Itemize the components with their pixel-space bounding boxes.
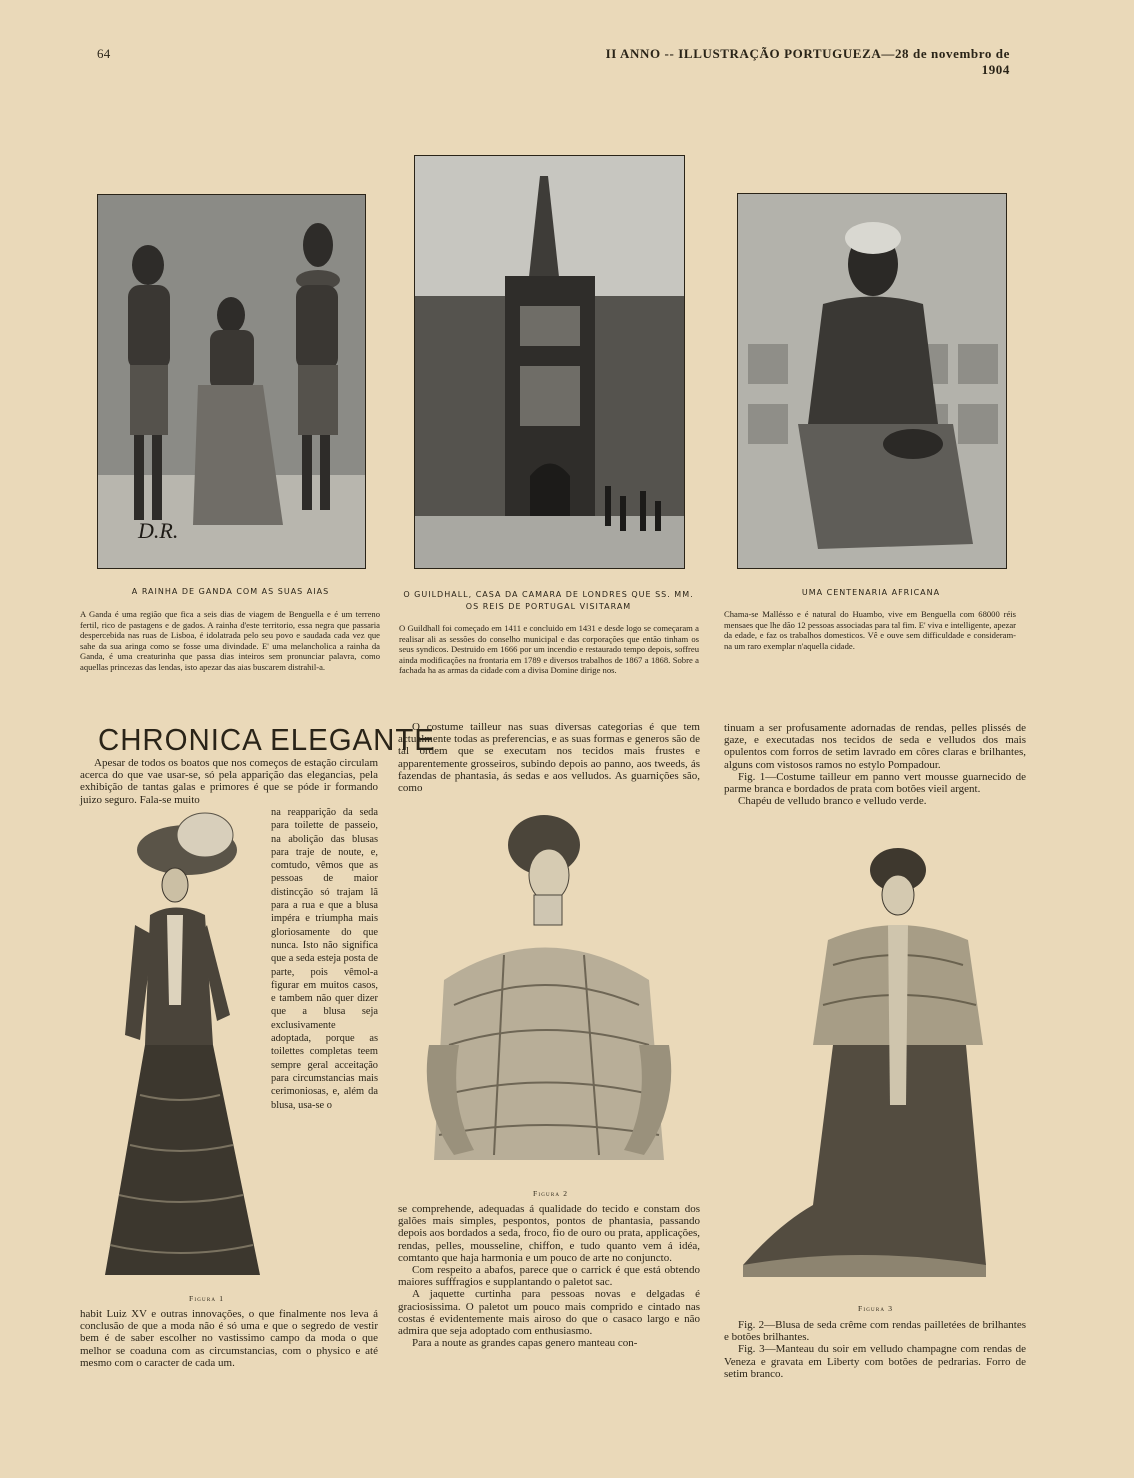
col1-bottom-text: habit Luiz XV e outras innovações, o que finalmente nos leva á conclusão de que a moda não é só uma e que o segredo de vestir bem é de saber escolher no vastissimo campo da moda o que melhor se coaduna com as circumstancias, com o physico e até mesmo com o caracter de cada um.	[80, 1308, 378, 1369]
col2-top-paragraph: O costume tailleur nas suas diversas categorias é que tem actualmente todas as preferencias, e as suas formas e generos são de tal ordem que se executam nos tecidos mais frustes e apparentemente grosseiros, subindo depois ao panno, aos tweeds, ás fazendas de phantasia, ás sedas e aos velludos. As guarnições são, como	[398, 721, 700, 795]
col1-intro-paragraph: Apesar de todos os boatos que nos começos de estação circulam acerca do que vae usar-se, só pela apparição das elegancias, pela exhibição de tantas galas e primores é que se póde ir formando juizo seguro. Fala-se muito	[80, 757, 378, 806]
col2-bottom-paragraph-1: se comprehende, adequadas á qualidade do tecido e constam dos galões mais simples, pespontos, pontos de phantasia, passando depois aos bordados a seda, froco, fio de ouro ou prata, applicações, rendas, pelles, mousseline, chiffon, e tudo quanto vem á idéa, comtanto que haja harmonia e um pouco de arte no conjuncto.	[398, 1203, 700, 1264]
page-number: 64	[97, 46, 111, 61]
photo-queen-of-ganda	[97, 194, 366, 569]
col3-top-paragraph-2: Fig. 1—Costume tailleur em panno vert mousse guarnecido de parme branca e bordados de prata com botões vieil argent.	[724, 770, 1026, 796]
photo-guildhall-image	[415, 156, 684, 568]
col1-intro	[80, 757, 378, 806]
col2-top	[398, 721, 700, 794]
caption-african-centenarian: UMA CENTENARIA AFRICANA	[801, 588, 941, 597]
col3-top-paragraph-1: tinuam a ser profusamente adornadas de rendas, pelles plissés de gaze, e executadas nos tecidos de seda e velludos dos mais opulentos com forros de setim lavrado em côres claras e brilhantes, alguns com vistosos ramos no estylo Pompadour.	[724, 722, 1026, 771]
caption-guildhall: O GUILDHALL, CASA DA CAMARA DE LONDRES QUE SS. MM. OS REIS DE PORTUGAL VISITARAM	[403, 590, 694, 611]
photo-guildhall	[414, 155, 685, 569]
figure-1-label: Figura 1	[189, 1294, 225, 1303]
photo-queen-of-ganda-image	[98, 195, 365, 568]
col3-top	[724, 722, 1026, 807]
photo-african-centenarian	[737, 193, 1007, 569]
headline-chronica-elegante: CHRONICA ELEGANTE	[98, 722, 435, 757]
photo-african-centenarian-image	[738, 194, 1006, 568]
figure-2-illustration	[414, 805, 686, 1180]
col2-bottom	[398, 1203, 700, 1349]
col2-bottom-paragraph-3: A jaquette curtinha para pessoas novas e delgadas é graciosissima. O paletot um pouco mais comprido e cintado nas costas é evidentemente mais airoso do que o casaco largo e não admira que seja adoptado com enthusiasmo.	[398, 1288, 700, 1338]
figure-2-label: Figura 2	[533, 1189, 569, 1198]
col3-bottom-paragraph-2: Fig. 3—Manteau du soir em velludo champagne com rendas de Veneza e gravata em Liberty com botões de pedrarias. Forro de setim branco.	[724, 1343, 1026, 1380]
photo-text-queen-of-ganda: A Ganda é uma região que fica a seis dias de viagem de Benguella e é um terreno fertil, rico de pastagens e de gados. A rainha d'este territorio, essa negra que passaria despercebida nas ruas de Lisboa, é idolatrada pelo seu povo e saudada cada vez que sahe da sua aringa como se fosse uma divindade. E' uma melancholica a rainha da Ganda, é uma creaturinha que passa dias inteiros sem pronunciar palavra, como aquellas princezas das lendas, isto apezar das aias buscarem distrahil-a.	[80, 609, 380, 672]
caption-queen-of-ganda: A RAINHA DE GANDA COM AS SUAS AIAS	[131, 587, 330, 596]
running-header	[600, 46, 1010, 78]
col3-bottom	[724, 1319, 1026, 1380]
col1-narrow-text: na reapparição da seda para toilette de passeio, na abolição das blusas para traje de noute, e, comtudo, vêmos que as pessoas de maior distincção só trajam lã para a rua e que a blusa impéra e triumpha mais gloriosamente do que nunca. Isto não significa que a seda esteja posta de parte, pois vêmol-a figurar em muitos casos, e tambem não quer dizer que a blusa seja exclusivamente adoptada, porque as toilettes completas teem sempre geral acceitação para circumstancias mais cerimoniosas, e, além da blusa, usa-se o	[271, 807, 378, 1111]
photographer-signature: D.R.	[138, 518, 179, 543]
figure-3-illustration	[738, 845, 988, 1285]
col2-bottom-paragraph-2: Com respeito a abafos, parece que o carrick é que está obtendo maiores sufffragios e supplantando o paletot sac.	[398, 1264, 700, 1289]
photo-text-guildhall: O Guildhall foi começado em 1411 e concluido em 1431 e desde logo se começaram a realisar ali as sessões do conselho municipal e das corporações que então tinham os seus syndicos. Destruido em 1666 por um incendio e restaurado tempo depois, soffreu ainda modificações na frontaria em 1789 e diversos trabalhos de 1867 a 1868. Sobre a fachada ha as armas da cidade com a divisa Domine dirige nos.	[399, 623, 699, 676]
photo-text-african-centenarian: Chama-se Mallésso e é natural do Huambo, vive em Benguella com 68000 réis mensaes que lhe dão 12 pessoas associadas para tal fim. E' viva e intelligente, apezar da edade, e faz os trabalhos domesticos. Vê e ouve sem difficuldade e consideram-na um raro exemplar n'aquella cidade.	[724, 609, 1016, 651]
col2-bottom-paragraph-4: Para a noute as grandes capas genero manteau con-	[412, 1337, 638, 1350]
figure-1-illustration	[95, 805, 265, 1280]
figure-1-drawing	[95, 805, 265, 1280]
col3-top-paragraph-3: Chapéu de velludo branco e velludo verde.	[738, 795, 927, 808]
figure-2-drawing	[414, 805, 686, 1180]
figure-3-drawing	[738, 845, 988, 1285]
col3-bottom-paragraph-1: Fig. 2—Blusa de seda crême com rendas pailletées de brilhantes e botões brilhantes.	[724, 1319, 1026, 1344]
figure-3-label: Figura 3	[858, 1304, 894, 1313]
running-header-title: II ANNO -- ILLUSTRAÇÃO PORTUGUEZA—28 de novembro de 1904	[605, 46, 1010, 77]
